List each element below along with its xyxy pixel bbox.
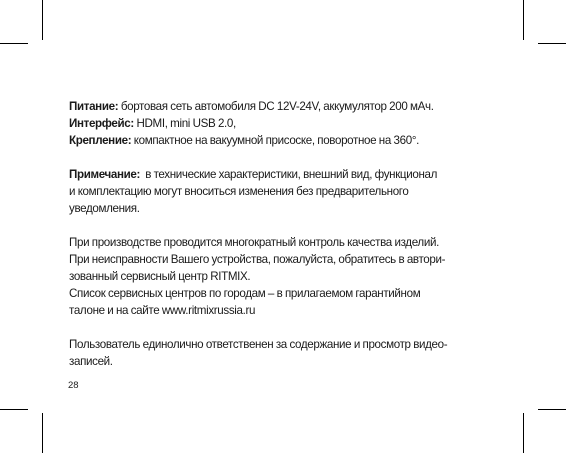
crop-mark-bottom-right-horizontal — [538, 409, 566, 410]
crop-mark-top-left-vertical — [42, 0, 43, 40]
spec-mount-value: компактное на вакуумной присоске, поворотное на 360°. — [133, 134, 419, 147]
page-number: 28 — [68, 380, 79, 391]
spec-interface — [69, 115, 499, 132]
note-line-2: и комплектацию могут вноситься изменения без предварительного — [69, 185, 409, 198]
spec-power — [69, 98, 499, 115]
quality-line-4: Список сервисных центров по городам – в прилагаемом гарантийном — [69, 287, 421, 300]
spec-mount — [69, 132, 499, 149]
quality-line-2: При неисправности Вашего устройства, пожалуйста, обратитесь в автори- — [69, 253, 446, 266]
note-label: Примечание: — [69, 168, 141, 181]
spec-power-label: Питание: — [69, 100, 119, 113]
quality-line-5: талоне и на сайте www.ritmixrussia.ru — [69, 304, 256, 317]
note-line-1 — [69, 166, 499, 183]
page-content — [69, 98, 499, 370]
responsibility-line-1: Пользователь единолично ответственен за содержание и просмотр видео- — [69, 338, 448, 351]
crop-mark-bottom-right-vertical — [523, 413, 524, 453]
crop-mark-top-right-vertical — [523, 0, 524, 40]
spec-interface-value: HDMI, mini USB 2.0, — [136, 117, 236, 130]
quality-line-1: При производстве проводится многократный контроль качества изделий. — [69, 236, 439, 249]
responsibility-line-2: записей. — [69, 355, 113, 368]
quality-line-3: зованный сервисный центр RITMIX. — [69, 270, 251, 283]
spec-interface-label: Интерфейс: — [69, 117, 134, 130]
crop-mark-top-left-horizontal — [0, 43, 28, 44]
spec-power-value: бортовая сеть автомобиля DC 12V-24V, аккумулятор 200 мАч. — [120, 100, 434, 113]
note-text-1: в технические характеристики, внешний вид, функционал — [145, 168, 438, 181]
crop-mark-bottom-left-horizontal — [0, 409, 28, 410]
spec-mount-label: Крепление: — [69, 134, 132, 147]
note-line-3: уведомления. — [69, 202, 140, 215]
crop-mark-top-right-horizontal — [538, 43, 566, 44]
crop-mark-bottom-left-vertical — [42, 413, 43, 453]
